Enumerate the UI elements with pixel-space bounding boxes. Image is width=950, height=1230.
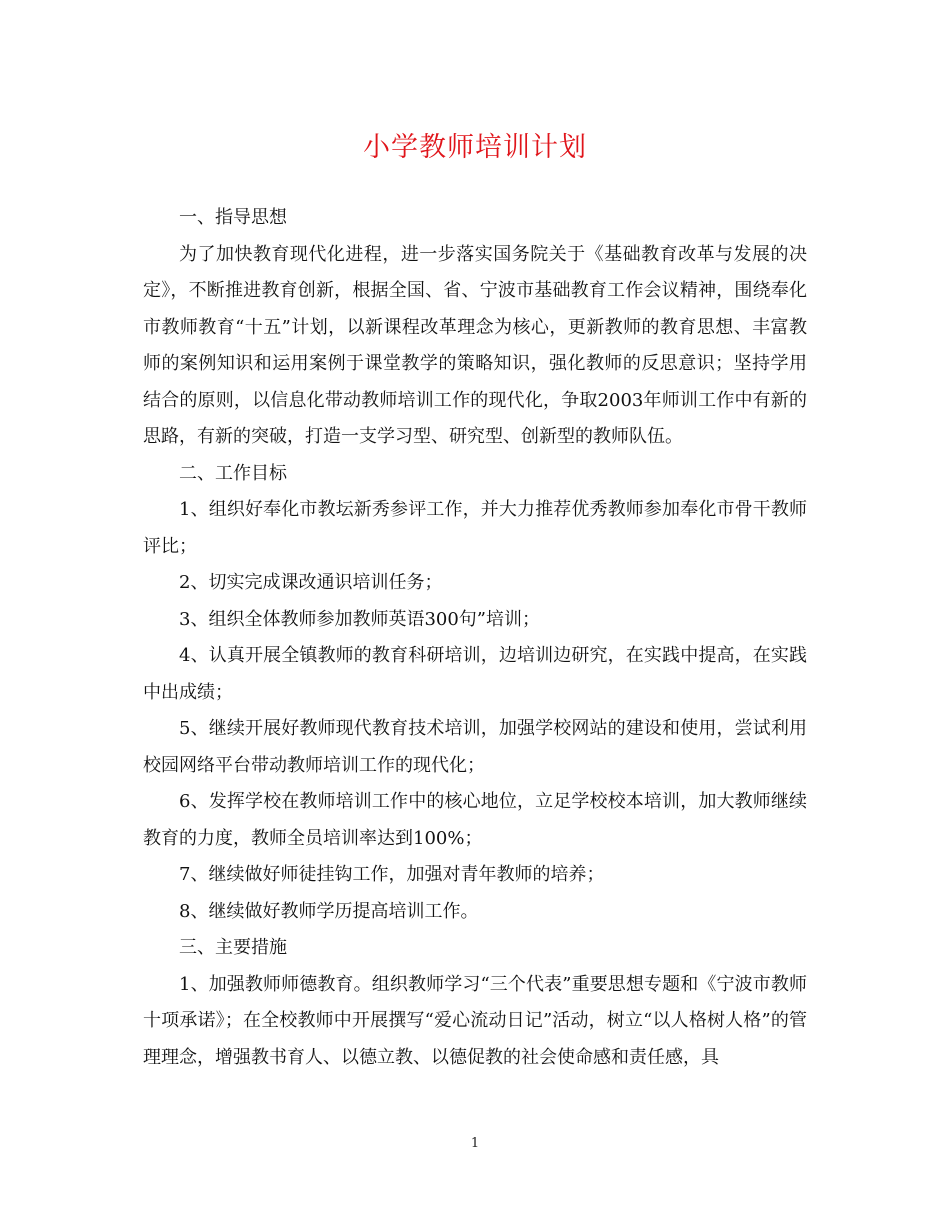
measure-item-1: 1、加强教师师德教育。组织教师学习“三个代表”重要思想专题和《宁波市教师十项承诺》；在全校教师中开展撰写“爱心流动日记”活动，树立“以人格树人格”的管理理念，增强教书育人、以德立教、以德促教的社会使命感和责任感，具 <box>143 973 807 1068</box>
goal-item-2: 2、切实完成课改通识培训任务； <box>179 572 443 593</box>
goal-item-6: 6、发挥学校在教师培训工作中的核心地位，立足学校校本培训，加大教师继续教育的力度，教师全员培训率达到100%； <box>143 791 807 849</box>
goal-item-8: 8、继续做好教师学历提高培训工作。 <box>179 900 479 922</box>
paragraph-guiding-ideology: 为了加快教育现代化进程，进一步落实国务院关于《基础教育改革与发展的决定》，不断推进教育创新，根据全国、省、宁波市基础教育工作会议精神，围绕奉化市教师教育“十五”计划，以新课程改革理念为核心，更新教师的教育思想、丰富教师的案例知识和运用案例于课堂教学的策略知识，强化教师的反思意识；坚持学用结合的原则，以信息化带动教师培训工作的现代化，争取2003年师训工作中有新的思路，有新的突破，打造一支学习型、研究型、创新型的教师队伍。 <box>143 243 807 447</box>
goal-item-1: 1、组织好奉化市教坛新秀参评工作，并大力推荐优秀教师参加奉化市骨干教师评比； <box>143 499 807 557</box>
goal-item-5: 5、继续开展好教师现代教育技术培训，加强学校网站的建设和使用，尝试利用校园网络平台带动教师培训工作的现代化； <box>143 718 807 776</box>
document-title: 小学教师培训计划 <box>363 132 587 163</box>
document-body <box>143 200 807 1076</box>
goal-item-4: 4、认真开展全镇教师的教育科研培训，边培训边研究，在实践中提高，在实践中出成绩； <box>143 645 807 703</box>
goal-item-7: 7、继续做好师徒挂钩工作，加强对青年教师的培养； <box>179 864 605 885</box>
section-heading-guiding-ideology: 一、指导思想 <box>179 207 287 228</box>
page-number: 1 <box>470 1136 480 1151</box>
section-heading-work-goals: 二、工作目标 <box>179 462 287 484</box>
section-heading-main-measures: 三、主要措施 <box>179 937 287 958</box>
goal-item-3: 3、组织全体教师参加教师英语300句”培训； <box>179 608 541 630</box>
